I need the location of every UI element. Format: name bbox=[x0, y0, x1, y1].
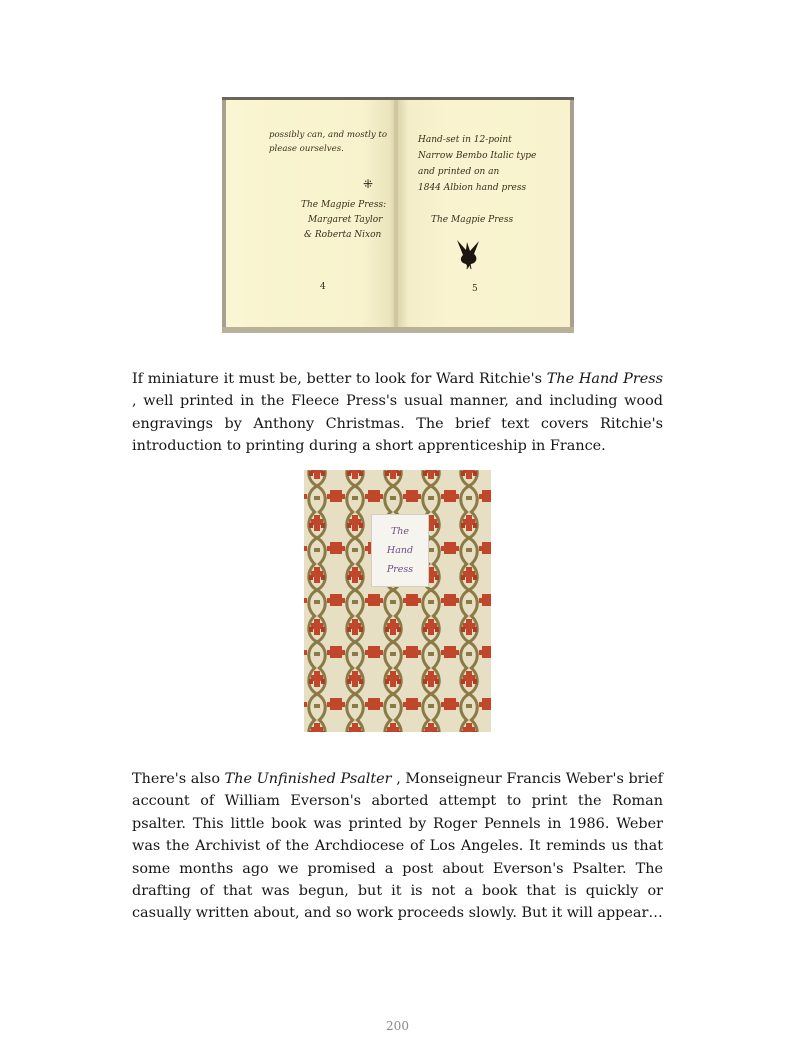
paragraph-unfinished-psalter bbox=[132, 768, 663, 925]
cover-title-label bbox=[371, 514, 429, 587]
right-page-line-1: Hand-set in 12-point bbox=[418, 135, 512, 145]
cover-pattern bbox=[304, 470, 491, 732]
left-page-line-2: please ourselves. bbox=[269, 144, 344, 154]
cover-title-line-3: Press bbox=[386, 564, 414, 575]
cover-title-line-1: The bbox=[390, 526, 410, 537]
ornament-icon: ⁜ bbox=[363, 177, 374, 191]
open-book-photo bbox=[222, 97, 574, 333]
paragraph1-text-end: , well printed in the Fleece Press's usual manner, and including wood engravings by Anthony Christmas. The brief text covers Ritchie's introduction to printing during a short apprenticeship in France. bbox=[132, 393, 663, 455]
paragraph1-text-start: If miniature it must be, better to look for Ward Ritchie's bbox=[132, 371, 547, 387]
left-page-number: 4 bbox=[320, 282, 326, 292]
left-page-line-1: possibly can, and mostly to bbox=[269, 130, 388, 140]
paragraph2-text-end: , Monseigneur Francis Weber's brief account of William Everson's aborted attempt to print the Roman psalter. This little book was printed by Roger Pennels in 1986. Weber was the Archivist of the Archdiocese of Los Angeles. It reminds us that some months ago we promised a post about Everson's Psalter. The drafting of that was begun, but it is not a book that is quickly or casually written about, and so work proceeds slowly. But it will appear… bbox=[132, 771, 664, 922]
left-signature-3: & Roberta Nixon bbox=[304, 230, 382, 240]
book-title-hand-press: The Hand Press bbox=[546, 371, 663, 387]
cover-title-line-2: Hand bbox=[386, 545, 414, 556]
right-page-line-2: Narrow Bembo Italic type bbox=[418, 151, 537, 161]
left-signature-2: Margaret Taylor bbox=[308, 215, 383, 225]
page-number: 200 bbox=[386, 1019, 409, 1033]
right-page-number: 5 bbox=[472, 284, 478, 294]
book-right-page bbox=[398, 100, 570, 327]
left-signature-1: The Magpie Press: bbox=[301, 200, 387, 210]
book-left-page bbox=[226, 100, 396, 327]
paragraph2-text-start: There's also bbox=[132, 771, 225, 787]
right-page-line-4: 1844 Albion hand press bbox=[418, 183, 527, 193]
hand-press-cover-photo bbox=[304, 470, 491, 732]
paragraph-hand-press bbox=[132, 368, 663, 458]
right-press-name: The Magpie Press bbox=[431, 215, 514, 225]
book-title-unfinished-psalter: The Unfinished Psalter bbox=[224, 771, 392, 787]
magpie-bird-icon bbox=[454, 238, 484, 270]
right-page-line-3: and printed on an bbox=[418, 167, 500, 177]
